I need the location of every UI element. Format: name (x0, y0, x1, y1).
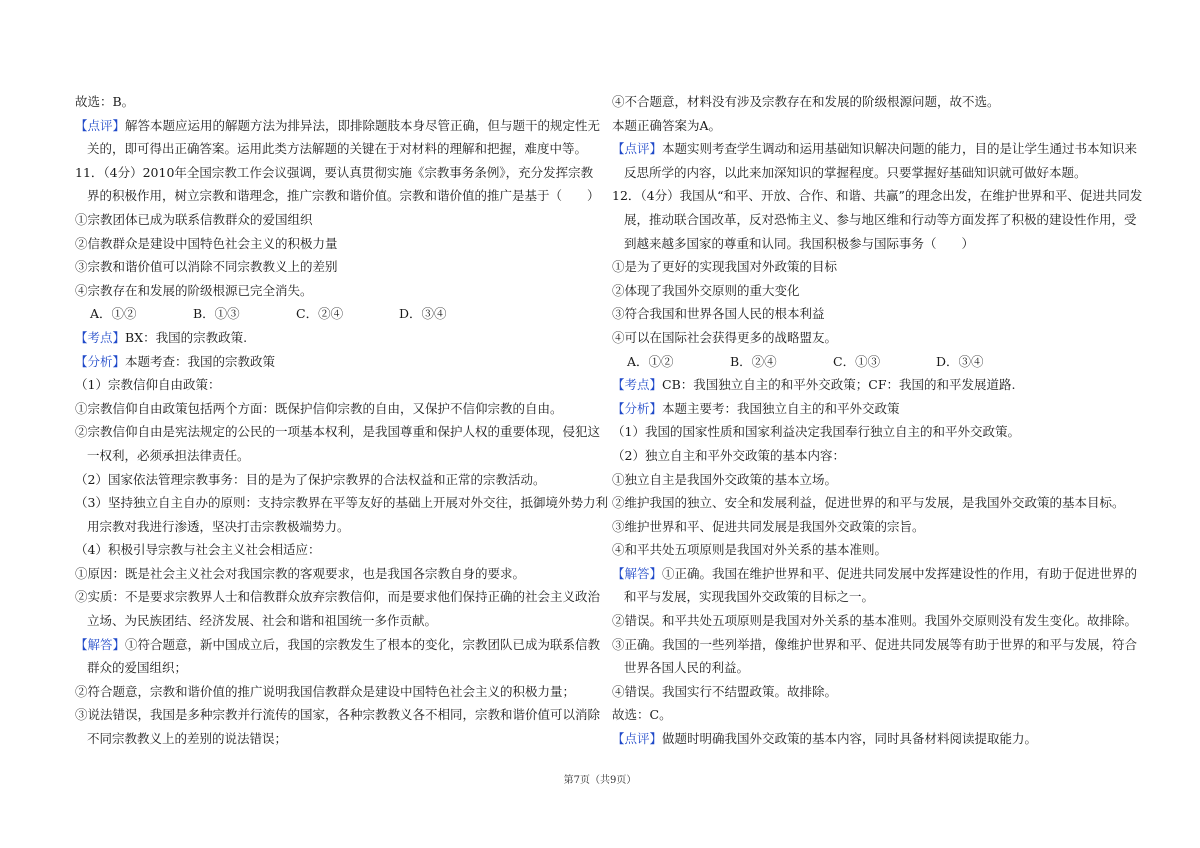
left-column (75, 90, 608, 751)
q12-stem: 12．（4分）我国从“和平、开放、合作、和谐、共赢”的理念出发，在维护世界和平、促进共同发 (612, 188, 1143, 204)
q11-options (75, 302, 605, 326)
q12-jieda-line: ④错误。我国实行不结盟政策。故排除。 (612, 683, 838, 699)
q11-fenxi (75, 350, 605, 374)
q11-analysis-line: 一权利，必须承担法律责任。 (87, 447, 250, 463)
fenxi-text: 本题考查：我国的宗教政策 (125, 353, 276, 369)
q11-stem-cont: 界的积极作用，树立宗教和谐理念，推广宗教和谐价值。宗教和谐价值的推广是基于（ ） (87, 188, 600, 204)
q12-item-3: ③符合我国和世界各国人民的根本利益 (612, 306, 825, 322)
review-text: 本题实则考查学生调动和运用基础知识解决问题的能力，目的是让学生通过书本知识来 (662, 141, 1138, 157)
q11-jieda-line: ②符合题意，宗教和谐价值的推广说明我国信教群众是建设中国特色社会主义的积极力量； (75, 683, 576, 699)
jieda-text: ①符合题意，新中国成立后，我国的宗教发生了根本的变化，宗教团队已成为联系信教 (125, 636, 601, 652)
q11-item-1: ①宗教团体已成为联系信教群众的爱国组织 (75, 211, 313, 227)
fenxi-text: 本题主要考：我国独立自主的和平外交政策 (662, 400, 900, 416)
q11-jieda-line: ④不合题意，材料没有涉及宗教存在和发展的阶级根源问题，故不选。 (612, 94, 1000, 109)
q12-option-b: B．②④ (730, 353, 777, 369)
q11-option-c: C．②④ (296, 306, 344, 322)
review-tag: 【点评】 (75, 117, 126, 133)
q12-item-1: ①是为了更好的实现我国对外政策的目标 (612, 259, 838, 275)
q12-stem-cont: 到越来越多国家的尊重和认同。我国积极参与国际事务（ ） (624, 235, 975, 251)
q11-jieda-line: 群众的爱国组织； (87, 660, 188, 676)
q11-analysis-line: （1）宗教信仰自由政策： (75, 377, 221, 393)
q12-choice: 故选：C。 (612, 707, 672, 723)
q11-item-2: ②信教群众是建设中国特色社会主义的积极力量 (75, 235, 338, 251)
q12-jieda-line: ③正确。我国的一些列举措，像维护世界和平、促进共同发展等有助于世界的和平与发展，符合 (612, 636, 1138, 652)
page-footer (0, 771, 1200, 786)
q12-review (612, 727, 1142, 751)
q11-kaodian (75, 326, 605, 350)
q12-option-d: D．③④ (936, 353, 984, 369)
q11-review-cont: 反思所学的内容，以此来加深知识的掌握程度。只要掌握好基础知识就可做好本题。 (624, 164, 1087, 180)
q11-analysis-line: （4）积极引导宗教与社会主义社会相适应： (75, 542, 321, 558)
q12-analysis-line: ③维护世界和平、促进共同发展是我国外交政策的宗旨。 (612, 518, 925, 534)
review-tag: 【点评】 (612, 141, 663, 157)
kaodian-tag: 【考点】 (75, 329, 126, 345)
review-text: 做题时明确我国外交政策的基本内容，同时具备材料阅读提取能力。 (662, 731, 1038, 747)
q11-review (612, 137, 1142, 161)
page-number: 第7页（共9页） (563, 775, 637, 786)
q12-analysis-line: （1）我国的国家性质和国家利益决定我国奉行独立自主的和平外交政策。 (612, 424, 1020, 440)
review-tag: 【点评】 (612, 731, 663, 747)
q12-analysis-line: （2）独立自主和平外交政策的基本内容： (612, 447, 845, 463)
right-column (612, 90, 1142, 751)
q12-options (612, 350, 1142, 374)
q11-option-d: D．③④ (399, 306, 447, 322)
q11-item-3: ③宗教和谐价值可以消除不同宗教教义上的差别 (75, 259, 338, 275)
q11-analysis-line: 立场、为民族团结、经济发展、社会和谐和祖国统一多作贡献。 (87, 613, 438, 629)
q11-analysis-line: 用宗教对我进行渗透，坚决打击宗教极端势力。 (87, 518, 350, 534)
q12-item-4: ④可以在国际社会获得更多的战略盟友。 (612, 329, 838, 345)
q12-kaodian (612, 373, 1142, 397)
q12-analysis-line: ②维护我国的独立、安全和发展利益，促进世界的和平与发展，是我国外交政策的基本目标。 (612, 495, 1125, 511)
q11-analysis-line: ②实质：不是要求宗教界人士和信教群众放弃宗教信仰，而是要求他们保持正确的社会主义政治 (75, 589, 601, 605)
q11-item-4: ④宗教存在和发展的阶级根源已完全消失。 (75, 282, 313, 298)
q12-option-a: A．①② (627, 353, 674, 369)
q11-analysis-line: ①原因：既是社会主义社会对我国宗教的客观要求，也是我国各宗教自身的要求。 (75, 565, 526, 581)
kaodian-tag: 【考点】 (612, 377, 663, 393)
q11-option-a: A．①② (90, 306, 137, 322)
q11-jieda-line: 不同宗教教义上的差别的说法错误； (87, 731, 288, 747)
kaodian-text: BX：我国的宗教政策. (125, 329, 248, 345)
q10-choice: 故选：B。 (75, 94, 135, 109)
q11-jieda-line: ③说法错误，我国是多种宗教并行流传的国家，各种宗教教义各不相同，宗教和谐价值可以消除 (75, 707, 601, 723)
q12-item-2: ②体现了我国外交原则的重大变化 (612, 282, 800, 298)
q10-review-cont: 关的，即可得出正确答案。运用此类方法解题的关键在于对材料的理解和把握，难度中等。 (87, 141, 588, 157)
q11-analysis-line: （2）国家依法管理宗教事务：目的是为了保护宗教界的合法权益和正常的宗教活动。 (75, 471, 546, 487)
q12-analysis-line: ①独立自主是我国外交政策的基本立场。 (612, 471, 838, 487)
q12-fenxi (612, 397, 1142, 421)
q10-review (75, 114, 605, 138)
q12-jieda-line: ②错误。和平共处五项原则是我国对外关系的基本准则。我国外交原则没有发生变化。故排除。 (612, 613, 1138, 629)
q11-jieda (75, 633, 605, 657)
review-text: 解答本题应运用的解题方法为排异法，即排除题肢本身尽管正确，但与题干的规定性无 (125, 117, 601, 133)
fenxi-tag: 【分析】 (612, 400, 663, 416)
q12-jieda (612, 562, 1142, 586)
q11-answer: 本题正确答案为A。 (612, 117, 722, 133)
jieda-text: ①正确。我国在维护世界和平、促进共同发展中发挥建设性的作用，有助于促进世界的 (662, 565, 1138, 581)
kaodian-text: CB：我国独立自主的和平外交政策；CF：我国的和平发展道路. (662, 377, 1016, 393)
q11-analysis-line: ②宗教信仰自由是宪法规定的公民的一项基本权利，是我国尊重和保护人权的重要体现，侵犯这 (75, 424, 601, 440)
q12-option-c: C．①③ (833, 353, 881, 369)
q12-analysis-line: ④和平共处五项原则是我国对外关系的基本准则。 (612, 542, 888, 558)
fenxi-tag: 【分析】 (75, 353, 126, 369)
q11-option-b: B．①③ (193, 306, 240, 322)
q12-stem-cont: 展，推动联合国改革，反对恐怖主义、参与地区维和行动等方面发挥了积极的建设性作用，受 (624, 211, 1137, 227)
q11-analysis-line: （3）坚持独立自主自办的原则：支持宗教界在平等友好的基础上开展对外交往，抵御境外势力利 (75, 495, 608, 511)
q11-stem: 11．（4分）2010年全国宗教工作会议强调，要认真贯彻实施《宗教事务条例》，充分发挥宗教 (75, 164, 594, 180)
q11-analysis-line: ①宗教信仰自由政策包括两个方面：既保护信仰宗教的自由，又保护不信仰宗教的自由。 (75, 400, 563, 416)
q12-jieda-line: 和平与发展，实现我国外交政策的目标之一。 (624, 589, 875, 605)
jieda-tag: 【解答】 (75, 636, 126, 652)
jieda-tag: 【解答】 (612, 565, 663, 581)
q12-jieda-line: 世界各国人民的利益。 (624, 660, 750, 676)
